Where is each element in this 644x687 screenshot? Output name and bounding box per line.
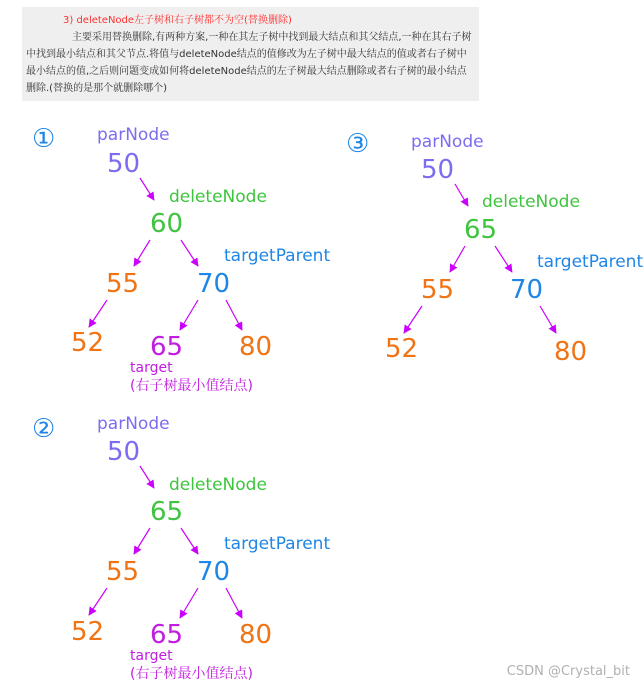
node-52: 52 (71, 328, 105, 358)
node-52: 52 (71, 617, 105, 647)
arrow (89, 300, 107, 327)
node-65-target: 65 (150, 620, 184, 650)
deletenode-label: deleteNode (169, 187, 267, 207)
arrow (134, 528, 150, 554)
step-number: ① (32, 124, 56, 154)
targetparent-label: targetParent (537, 252, 644, 272)
note-body: 主要采用替换删除,有两种方案,一种在其左子树中找到最大结点和其父结点,一种在其右子树中找到最小结点和其父节点.将值与deleteNode结点的值修改为左子树中最大结点的值或者右子树中最小结点的值,之后则问题变成如何将deleteNode结点的左子树最大结点删除或者右子树的最小结点删除.(替换的是那个就删除哪个) (26, 32, 472, 94)
watermark: CSDN @Crystal_bit (506, 664, 630, 679)
arrow (181, 240, 198, 266)
node-60: 60 (150, 209, 184, 239)
node-65: 65 (150, 497, 184, 527)
arrow (540, 306, 556, 333)
arrow (404, 306, 422, 333)
target-description: (右子树最小值结点) (130, 378, 253, 394)
node-80: 80 (239, 332, 273, 362)
arrow (181, 528, 198, 554)
diagram-2 (32, 414, 330, 682)
parnode-label: parNode (97, 414, 170, 434)
arrow (450, 246, 465, 272)
node-65: 65 (150, 332, 184, 362)
step-number: ② (32, 414, 56, 444)
arrow (180, 588, 198, 618)
node-52: 52 (385, 334, 419, 364)
target-description: (右子树最小值结点) (130, 666, 253, 682)
node-55: 55 (421, 275, 455, 305)
node-50: 50 (421, 155, 455, 185)
deletenode-label: deleteNode (482, 192, 580, 212)
targetparent-label: targetParent (224, 246, 331, 266)
arrow (226, 300, 242, 330)
parnode-label: parNode (411, 132, 484, 152)
node-70: 70 (197, 557, 231, 587)
target-label: target (130, 648, 173, 664)
node-65: 65 (464, 215, 498, 245)
arrow (89, 588, 107, 615)
arrow (226, 588, 242, 618)
node-80: 80 (554, 337, 588, 367)
target-label: target (130, 360, 173, 376)
note-title: 3) deleteNode左子树和右子树都不为空(替换删除) (63, 15, 292, 26)
arrow (495, 246, 512, 272)
node-70: 70 (197, 269, 231, 299)
node-70: 70 (510, 275, 544, 305)
targetparent-label: targetParent (224, 534, 331, 554)
node-50: 50 (107, 149, 141, 179)
node-80: 80 (239, 620, 273, 650)
node-55: 55 (106, 557, 140, 587)
diagram-1 (32, 124, 330, 394)
arrow (140, 178, 154, 200)
diagram-3 (346, 129, 643, 367)
arrow (140, 466, 154, 488)
arrow (180, 300, 198, 330)
parnode-label: parNode (97, 125, 170, 145)
deletenode-label: deleteNode (169, 475, 267, 495)
arrow (455, 184, 468, 206)
node-50: 50 (107, 437, 141, 467)
step-number: ③ (346, 129, 370, 159)
node-55: 55 (106, 269, 140, 299)
arrow (134, 240, 150, 266)
